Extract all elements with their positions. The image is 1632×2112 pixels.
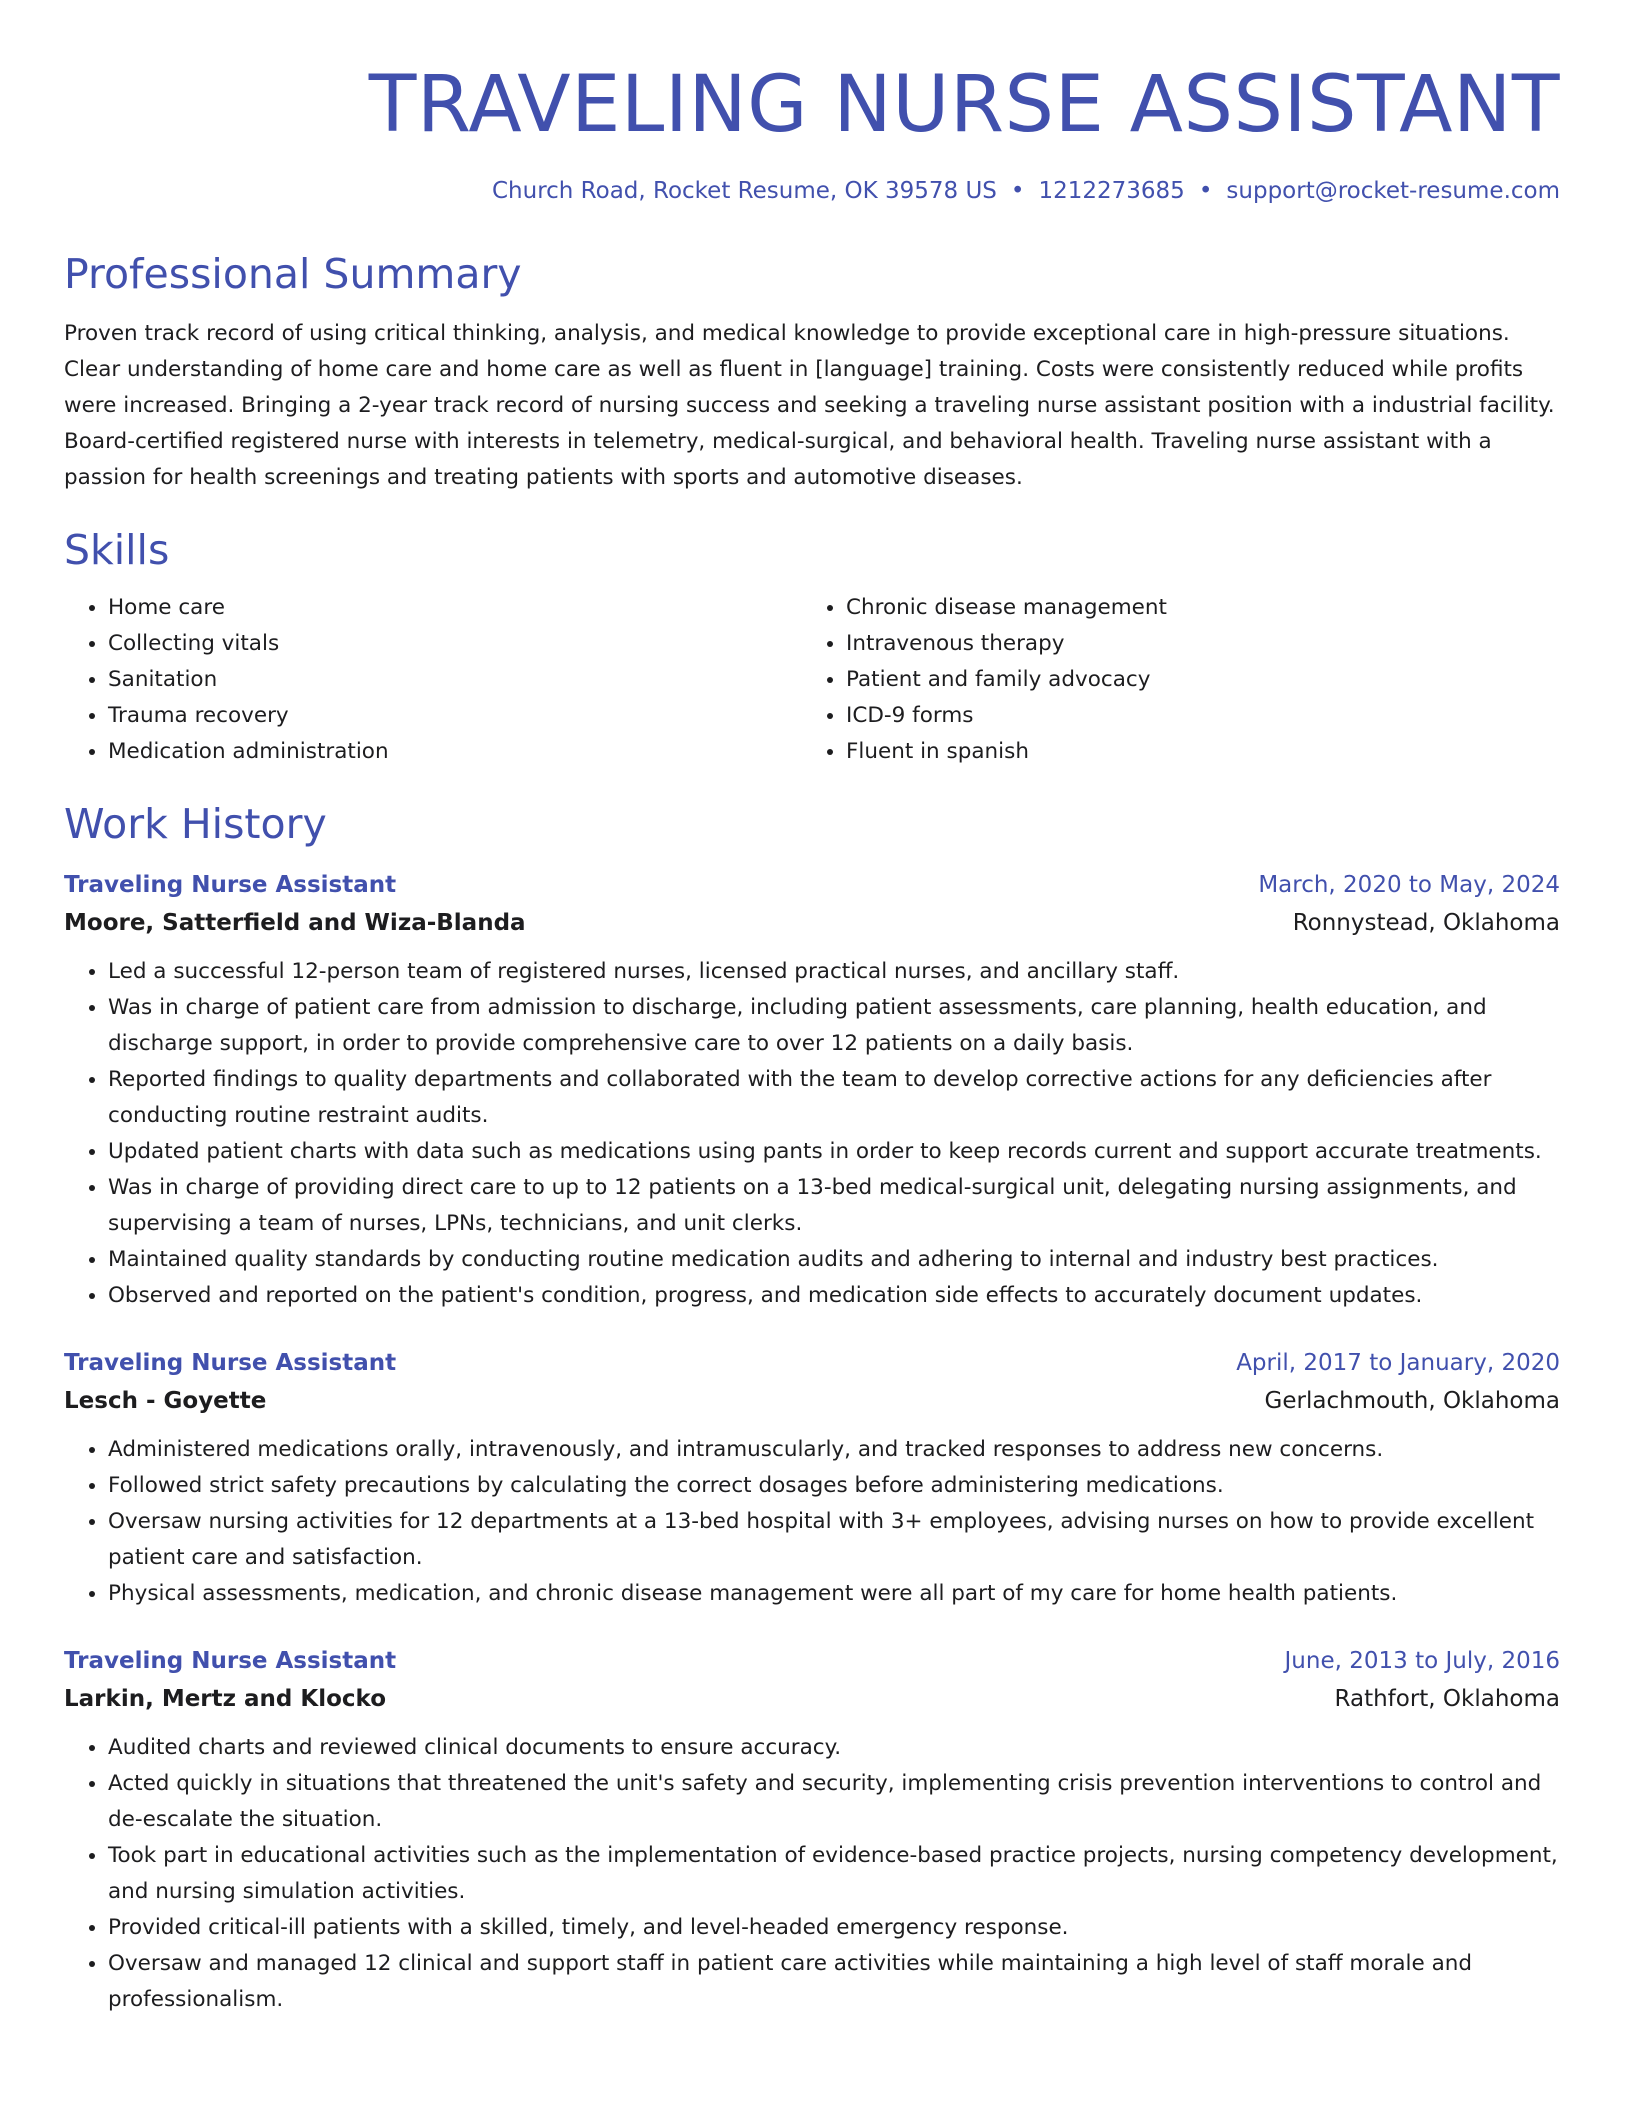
- work-history-heading: Work History: [64, 800, 327, 848]
- job-bullet: • Led a successful 12-person team of registered nurses, licensed practical nurses, and ancillary staff.: [108, 954, 1560, 990]
- email-link[interactable]: support@rocket-resume.com: [1226, 178, 1560, 204]
- summary-text: Proven track record of using critical thinking, analysis, and medical knowledge to provide exceptional care in high-pressure situations. Clear understanding of home care and home care as well as fluent in [language] training. Costs were consistently reduced while profits were increased. Bringing a 2-year track record of nursing success and seeking a traveling nurse assistant position with a industrial facility. Board-certified registered nurse with interests in telemetry, medical-surgical, and behavioral health. Traveling nurse assistant with a passion for health screenings and treating patients with sports and automotive diseases.: [64, 321, 1555, 490]
- address: Church Road, Rocket Resume, OK 39578 US: [491, 178, 997, 204]
- separator-dot: •: [1198, 178, 1213, 204]
- job-header: [64, 866, 1560, 904]
- job-company: Moore, Satterfield and Wiza-Blanda: [64, 910, 526, 936]
- job-bullet: • Oversaw and managed 12 clinical and support staff in patient care activities while maintaining a high level of staff morale and professionalism.: [108, 1946, 1560, 2018]
- skill-item: • Trauma recovery: [108, 698, 802, 734]
- job-bullet: • Took part in educational activities such as the implementation of evidence-based practice projects, nursing competency development, and nursing simulation activities.: [108, 1838, 1560, 1910]
- job-bullet: • Maintained quality standards by conducting routine medication audits and adhering to internal and industry best practices.: [108, 1242, 1560, 1278]
- job-header: [64, 1642, 1560, 1680]
- job-bullet: • Physical assessments, medication, and chronic disease management were all part of my care for home health patients.: [108, 1576, 1560, 1612]
- job-subheader: [64, 904, 1560, 942]
- resume-page: [64, 0, 1560, 2018]
- job-subheader: [64, 1382, 1560, 1420]
- job-location: Rathfort, Oklahoma: [1334, 1686, 1560, 1712]
- job-bullet: • Reported findings to quality departments and collaborated with the team to develop corrective actions for any deficiencies after conducting routine restraint audits.: [108, 1062, 1560, 1134]
- job-bullet: • Observed and reported on the patient's condition, progress, and medication side effects to accurately document updates.: [108, 1278, 1560, 1314]
- job-dates: March, 2020 to May, 2024: [1258, 872, 1560, 898]
- job-title: Traveling Nurse Assistant: [64, 1350, 397, 1376]
- job-bullet: • Acted quickly in situations that threatened the unit's safety and security, implementing crisis prevention interventions to control and de-escalate the situation.: [108, 1766, 1560, 1838]
- job-title: Traveling Nurse Assistant: [64, 872, 397, 898]
- job-bullet: • Administered medications orally, intravenously, and intramuscularly, and tracked responses to address new concerns.: [108, 1432, 1560, 1468]
- job-bullets: [64, 1730, 1560, 2018]
- job-header: [64, 1344, 1560, 1382]
- job-dates: April, 2017 to January, 2020: [1236, 1350, 1560, 1376]
- skills-list: [64, 590, 1560, 770]
- skills-column-left: [64, 590, 802, 770]
- job-bullet: • Was in charge of providing direct care to up to 12 patients on a 13-bed medical-surgical unit, delegating nursing assignments, and supervising a team of nurses, LPNs, technicians, and unit clerks.: [108, 1170, 1560, 1242]
- skill-item: • Chronic disease management: [846, 590, 1540, 626]
- job-bullet: • Provided critical-ill patients with a skilled, timely, and level-headed emergency response.: [108, 1910, 1560, 1946]
- job-title: Traveling Nurse Assistant: [64, 1648, 397, 1674]
- skills-heading: Skills: [64, 526, 170, 574]
- job-entry: [64, 1642, 1560, 2018]
- job-bullet: • Updated patient charts with data such as medications using pants in order to keep records current and support accurate treatments.: [108, 1134, 1560, 1170]
- job-bullets: [64, 954, 1560, 1314]
- job-company: Larkin, Mertz and Klocko: [64, 1686, 387, 1712]
- skills-column-right: [802, 590, 1540, 770]
- skill-item: • Collecting vitals: [108, 626, 802, 662]
- job-bullet: • Oversaw nursing activities for 12 departments at a 13-bed hospital with 3+ employees, advising nurses on how to provide excellent patient care and satisfaction.: [108, 1504, 1560, 1576]
- job-location: Gerlachmouth, Oklahoma: [1264, 1388, 1560, 1414]
- skill-item: • Medication administration: [108, 734, 802, 770]
- job-subheader: [64, 1680, 1560, 1718]
- skill-item: • Intravenous therapy: [846, 626, 1540, 662]
- job-entry: [64, 1344, 1560, 1612]
- skill-item: • Home care: [108, 590, 802, 626]
- skill-item: • Fluent in spanish: [846, 734, 1540, 770]
- job-bullet: • Followed strict safety precautions by calculating the correct dosages before administering medications.: [108, 1468, 1560, 1504]
- job-bullets: [64, 1432, 1560, 1612]
- job-company: Lesch - Goyette: [64, 1388, 267, 1414]
- job-entry: [64, 866, 1560, 1314]
- job-bullet: • Audited charts and reviewed clinical documents to ensure accuracy.: [108, 1730, 1560, 1766]
- candidate-name: TRAVELING NURSE ASSISTANT: [368, 60, 1560, 150]
- skill-item: • Sanitation: [108, 662, 802, 698]
- job-bullet: • Was in charge of patient care from admission to discharge, including patient assessments, care planning, health education, and discharge support, in order to provide comprehensive care to over 12 patients on a daily basis.: [108, 990, 1560, 1062]
- skill-item: • ICD-9 forms: [846, 698, 1540, 734]
- contact-line: [64, 174, 1560, 208]
- summary-heading: Professional Summary: [64, 250, 522, 298]
- skill-item: • Patient and family advocacy: [846, 662, 1540, 698]
- job-dates: June, 2013 to July, 2016: [1284, 1648, 1560, 1674]
- phone: 1212273685: [1038, 178, 1185, 204]
- job-location: Ronnystead, Oklahoma: [1292, 910, 1560, 936]
- separator-dot: •: [1010, 178, 1025, 204]
